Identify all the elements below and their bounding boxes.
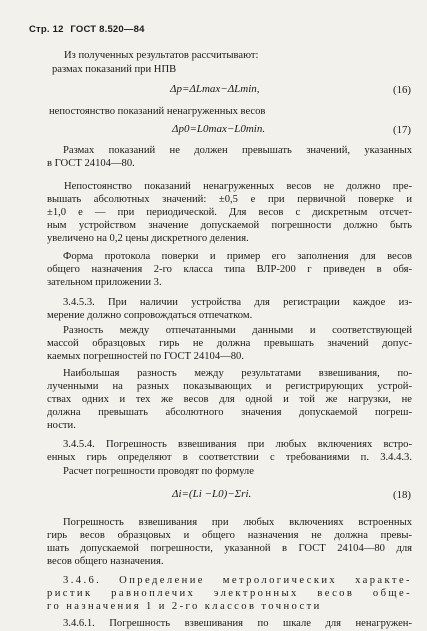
text-line: Наибольшая разность между результатами взвешивания, по- [63,368,412,379]
text-line: 3.4.6.1. Погрешность взвешивания по шкале для ненагружен- [63,618,412,629]
text-line: Погрешность взвешивания при любых включениях встроенных [63,517,412,528]
section-heading-line: го назначения 1 и 2-го классов точности [47,601,322,612]
text-line: каемых погрешностей по ГОСТ 24104—80. [47,351,244,362]
formula-18: Δi=(Li −L0)−Σri. [172,488,252,500]
equation-number: (18) [393,489,411,501]
standard-code: ГОСТ 8.520—84 [70,24,145,35]
text-line: 3.4.5.3. При наличии устройства для регистрации каждое из- [63,297,412,308]
text-line: ности. [47,420,76,431]
text-line: 3.4.5.4. Погрешность взвешивания при любых включениях встро- [63,439,412,450]
text-line: весов общего назначения. [47,556,164,567]
page-header [29,24,149,35]
formula-16: Δр=ΔLmax−ΔLmin, [170,83,260,95]
page-number: Стр. 12 [29,24,64,35]
text-line: Форма протокола поверки и пример его заполнения для весов [63,251,412,262]
text-line: Разность между отпечатанными данными и соответствующей [63,325,412,336]
text-line: Непостоянство показаний ненагруженных весов не должно пре- [64,181,412,192]
section-heading-line: ристик равноплечих электронных весов обще- [47,588,412,599]
text-line: ±1,0 e — при периодической. Для весов с дискретным отсчет- [47,207,412,218]
text-line: лученными на разных показывающих и регистрирующих устрой- [47,381,412,392]
text-line: в ГОСТ 24104—80. [47,158,135,169]
text-line: ным устройством значение допускаемой погрешности должно быть [47,220,412,231]
text-line: мерение должно сопровождаться отпечатком. [47,310,253,321]
formula-17: Δр0=L0max−L0min. [172,123,266,135]
equation-number: (17) [393,124,411,136]
text-line: должна превышать абсолютного значения допускаемой погреш- [47,407,412,418]
text-line: размах показаний при НПВ [52,64,177,75]
text-line: ствах одних и тех же весов для одной и той же нагрузки, не [47,394,412,405]
text-line: увеличено на 0,2 цены дискретного деления. [47,233,249,244]
text-line: гирь весов образцовых и общего назначения не должна превы- [47,530,412,541]
text-line: Расчет погрешности проводят по формуле [63,466,254,477]
text-line: зательном приложении 3. [47,277,162,288]
text-line: Из полученных результатов рассчитывают: [64,50,259,61]
text-line: вышать абсолютных значений: ±0,5 e при первичной поверке и [47,194,412,205]
section-heading-line: 3.4.6. Определение метрологических характе- [63,575,412,586]
text-line: енных гирь определяют в соответствии с требованиями п. 3.4.4.3. [47,452,412,463]
text-line: общего назначения 2-го класса типа ВЛР-200 г приведен в обя- [47,264,412,275]
text-line: шать допускаемой погрешности, указанной в ГОСТ 24104—80 для [47,543,412,554]
text-line: непостоянство показаний ненагруженных весов [49,106,266,117]
text-line: массой образцовых гирь не должна превышать значений допус- [47,338,412,349]
text-line: Размах показаний не должен превышать значений, указанных [63,145,412,156]
equation-number: (16) [393,84,411,96]
